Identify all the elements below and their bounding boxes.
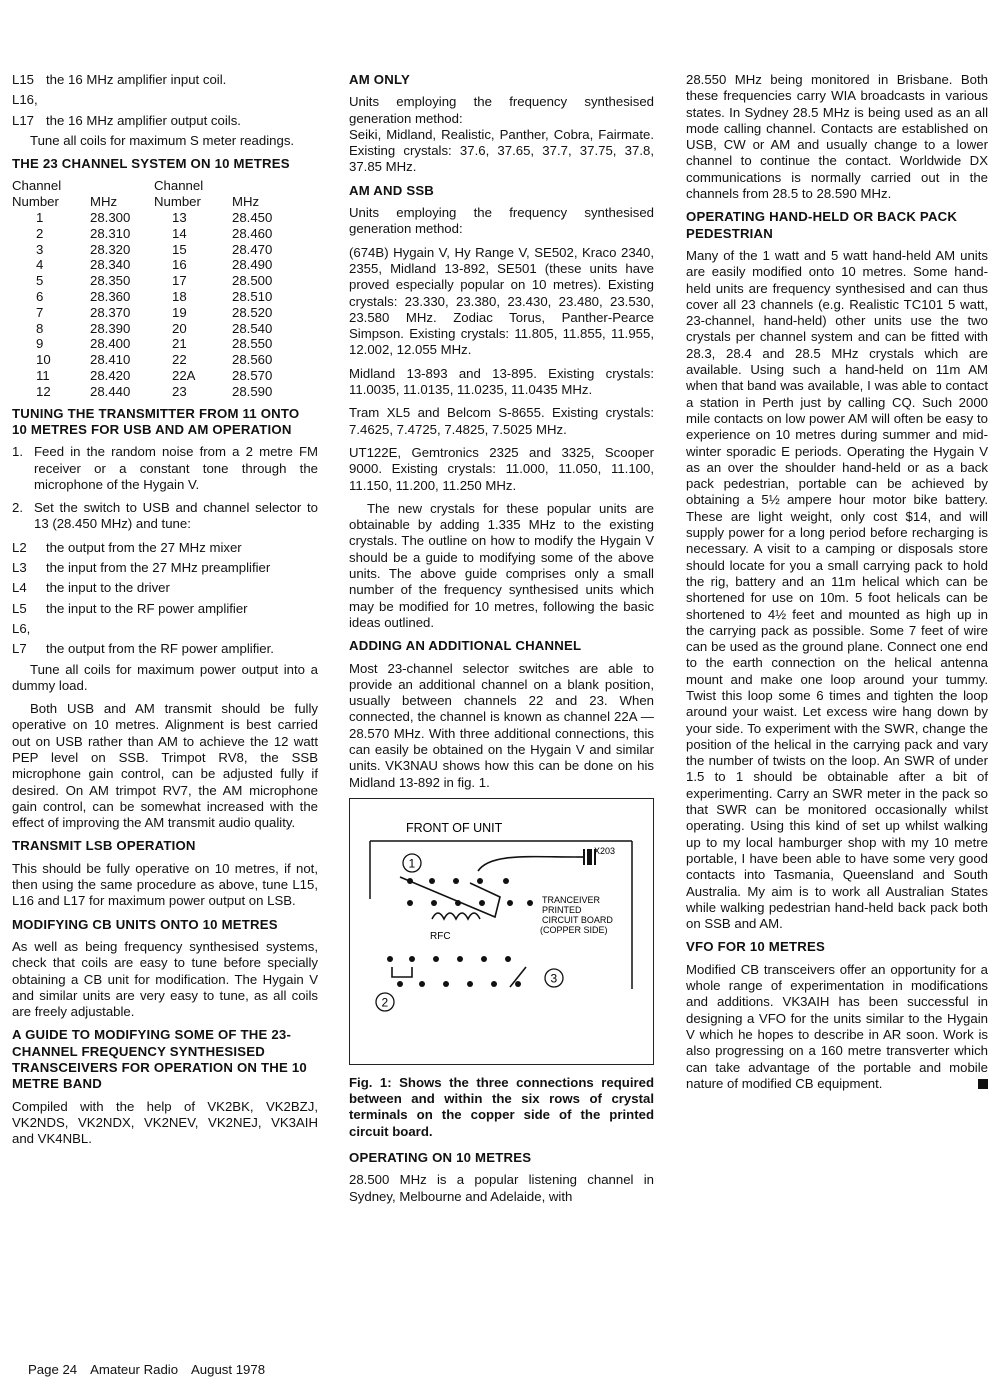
board-label-4: (COPPER SIDE) [540,924,608,935]
table-cell: 28.360 [90,289,131,305]
table-cell: 28.460 [232,225,273,241]
footer-page: Page 24 [28,1362,78,1377]
coil-id: L4 [12,580,27,596]
table-cell: 28.390 [90,320,131,336]
coil-id: L7 [12,641,27,657]
coil-item [12,540,318,556]
step-1: 1. Feed in the random noise from a 2 metre FM receiver or a constant tone through the microphone of the Hygain V. [12,444,318,492]
coil-item [12,560,318,576]
table-cell: 23 [172,383,187,399]
coil-id: L6, [12,620,31,636]
table-cell: 15 [172,241,187,257]
paragraph-tram: Tram XL5 and Belcom S-8655. Existing crystals: 7.4625, 7.4725, 7.4825, 7.5025 MHz. [349,405,654,437]
heading-tuning-transmitter: TUNING THE TRANSMITTER FROM 11 ONTO 10 METRES FOR USB AND AM OPERATION [12,405,300,437]
heading-vfo: VFO FOR 10 METRES [686,939,825,955]
paragraph-ut122e: UT122E, Gemtronics 2325 and 3325, Scooper 9000. Existing crystals: 11.000, 11.050, 11.100, 11.150, 11.200, 11.250 MHz. [349,444,654,493]
table-cell: 22A [172,368,196,384]
end-mark [978,1079,988,1089]
coil-desc: the input to the RF power amplifier [46,600,248,616]
table-cell: 28.300 [90,210,131,226]
table-cell: 28.510 [232,289,273,305]
coil-desc [46,92,318,108]
coil-item [12,92,318,108]
coil-item [12,641,318,657]
paragraph-new-crystals: The new crystals for these popular units are obtainable by adding 1.335 MHz to the existing crystals. The outline on how to modify the Hygain V should be a guide to modifying some of the above units. The above guide comprises only a small number of the frequency synthesised units which may be modified for 10 metres, following the basic ideas outlined. [349,500,654,630]
heading-hand-held: OPERATING HAND-HELD OR BACK PACK PEDESTRIAN [686,209,958,241]
table-cell: 28.410 [90,352,131,368]
coil-desc: the 16 MHz amplifier input coil. [46,72,227,87]
crystal-terminal-dots [387,878,533,987]
vfo-text: Modified CB transceivers offer an opportunity for a whole range of experimentation in modifications and additions. VK3AIH has been successful in designing a VFO for the units similar to the Hygain V which he hopes to describe in AR soon. Work is also progressing on a 160 metre transverter which can take advantage of the portable and mobile nature of modified CB equipment. [686,961,988,1091]
table-cell: 28.550 [232,336,273,352]
channel-table [12,178,272,399]
table-row [12,384,272,400]
table-cell: 9 [36,336,44,352]
coil-item [12,621,318,637]
footer-date: August 1978 [190,1362,266,1377]
table-cell: 28.570 [232,368,273,384]
figure-1-caption: Fig. 1: Shows the three connections required between and within the six rows of crystal terminals on the copper side of the printed circuit board. [349,1074,654,1139]
table-cell: 1 [36,210,44,226]
table-cell: 28.470 [232,241,273,257]
coil-desc [46,621,318,637]
heading-operating-10m: OPERATING ON 10 METRES [349,1150,532,1166]
table-cell: 28.420 [90,368,131,384]
figure-1-diagram [349,798,654,1065]
coil-id: L3 [12,560,27,576]
coil-desc: the input from the 27 MHz preamplifier [46,560,271,576]
table-cell: 22 [172,352,187,368]
coil-desc: the 16 MHz amplifier output coils. [46,112,241,128]
col-header-channel-2: Channel [154,178,204,194]
table-cell: 7 [36,304,44,320]
table-row [12,368,272,384]
paragraph-usb-am: Both USB and AM transmit should be fully operative on 10 metres. Alignment is best carried out on USB rather than AM to achieve the 12 watt PEP level on SSB. Trimpot RV8, the SSB microphone gain control, can be adjusted fully if desired. On AM trimpot RV7, the AM microphone gain control, can be somewhat increased with the effect of improving the AM transmit audio quality. [12,701,318,831]
heading-transmit-lsb: TRANSMIT LSB OPERATION [12,838,196,854]
paragraph-adding-channel: Most 23-channel selector switches are able to provide an additional channel on a blank position, usually between channels 22 and 23. When connected, the channel is known as channel 22A — 28.570 MHz. With three additional connections, this can easily be obtained on the Hygain V and similar units. VK3NAU shows how this can be done on his Midland 13-892 in fig. 1. [349,660,654,790]
table-cell: 28.310 [90,225,131,241]
table-cell: 14 [172,225,187,241]
table-cell: 17 [172,273,187,289]
table-cell: 10 [36,352,51,368]
coil-item [12,601,318,617]
x203-label: X203 [594,845,616,856]
table-cell: 3 [36,241,44,257]
coil-id: L2 [12,539,27,555]
heading-guide: A GUIDE TO MODIFYING SOME OF THE 23-CHANNEL FREQUENCY SYNTHESISED TRANSCEIVERS FOR OPERATION ON THE 10 METRE BAND [12,1027,307,1092]
table-cell: 5 [36,273,44,289]
coil-desc: the output from the 27 MHz mixer [46,539,242,555]
table-cell: 28.400 [90,336,131,352]
paragraph-hand-held: Many of the 1 watt and 5 watt hand-held AM units are easily modified onto 10 metres. Some hand-held units are frequency synthesised and can thus cover all 23 channels (e.g. Realistic TC101 5 watt, 23-channel, hand-held) other units use the two crystals per channel system and can be fitted with 28.3, 28.4 and 28.5 MHz crystals which are available. Using such a hand-held on 11m AM when that band was available, I was able to contact a station in Perth just by calling CQ. Such 2000 mile contacts on low power AM will often be easy to experience on 10 metres during summer and mid-winter sporadic E periods. Operating the Hygain V as an over the shoulder hand-held or as a back pack pedestrian, portable can be achieved by obtaining a 5½ ampere hour motor bike battery. These are light weight, only cost $14, and will supply power for a long period before recharging is necessary. A visit to a camping or disposals store should locate for you a small carrying pack to hold the rig, battery and an 11m helical which can be shortened for use on 10m. 5 foot helicals can be shortened to 4½ feet and mounted as high up in the carrying pack as possible. Some 7 feet of wire can be used as the ground plane. Connect one end to the earth connection on the helical antenna mount and make one loop around your tummy. Twist this loop some 6 times and tighten the loop around your waist. Let excess wire hang down by your side. To experiment with the SWR, change the position of the helical in the carrying pack and vary the number of twists on the loop. An SWR of under 1.5 to 1 should be obtainable after a bit of experimenting. Carry an SWR meter in the pack so that SWR can be monitored occasionally whilst operating. Using this kind of set up whilst walking up to my local hamburger shop with my 10 metre portable, I have been able to have some very good contacts into Tasmania, Queensland and South Australia. My aim is to work all Australian States while walking pedestrian hand-held back pack both on SSB and AM. [686,247,988,932]
col-header-number-2: Number [154,194,201,210]
table-cell: 21 [172,336,187,352]
table-cell: 28.440 [90,383,131,399]
table-row [12,257,272,273]
paragraph-modifying-cb: As well as being frequency synthesised systems, check that coils are easy to tune before specially obtaining a CB unit for modification. The Hygain V and similar units are very easy to tune, as all coils are freely adjustable. [12,938,318,1020]
table-cell: 28.340 [90,257,131,273]
table-cell: 2 [36,225,44,241]
table-cell: 8 [36,320,44,336]
paragraph-guide: Compiled with the help of VK2BK, VK2BZJ, VK2NDS, VK2NDX, VK2NEV, VK2NEJ, VK3AIH and VK4NBL. [12,1098,318,1147]
table-row [12,210,272,226]
coil-list-receiver [12,72,318,129]
board-label-1: TRANCEIVER [542,894,601,905]
coil-id: L16, [12,92,38,108]
paragraph-am-method: Units employing the frequency synthesised generation method: [349,94,654,126]
heading-modifying-cb: MODIFYING CB UNITS ONTO 10 METRES [12,916,278,932]
paragraph-midland: Midland 13-893 and 13-895. Existing crystals: 11.0035, 11.0135, 11.0235, 11.0435 MHz. [349,365,654,398]
footer-magazine: Amateur Radio [90,1362,179,1377]
board-label-2: PRINTED [542,904,582,915]
table-cell: 28.450 [232,210,273,226]
table-cell: 4 [36,257,44,273]
table-cell: 28.560 [232,352,273,368]
col-header-mhz: MHz [90,194,118,210]
table-row [12,226,272,242]
table-cell: 19 [172,304,187,320]
column-1 [12,72,318,1155]
table-cell: 28.490 [232,257,273,273]
heading-am-ssb: AM AND SSB [349,182,435,198]
paragraph-am-ssb-method: Units employing the frequency synthesised generation method: [349,205,654,237]
table-cell: 28.350 [90,273,131,289]
marker-2-label: 2 [381,995,389,1010]
heading-am-only: AM ONLY [349,72,410,87]
table-row [12,273,272,289]
column-2 [349,72,654,1212]
table-cell: 6 [36,289,44,305]
coil-id: L15 [12,72,35,87]
table-row [12,242,272,258]
front-of-unit-label: FRONT OF UNIT [406,820,503,835]
table-cell: 16 [172,257,187,273]
page-footer [28,1362,275,1377]
coil-desc: the input to the driver [46,580,170,596]
crystal-x203-symbol [576,849,595,865]
table-cell: 12 [36,383,51,399]
col-header-mhz-2: MHz [232,194,260,210]
table-row [12,336,272,352]
table-cell: 28.320 [90,241,131,257]
table-cell: 28.590 [232,383,273,399]
coil-id: L17 [12,112,35,128]
paragraph-tune-coils: Tune all coils for maximum S meter readings. [30,132,295,148]
step-2: 2. Set the switch to USB and channel selector to 13 (28.450 MHz) and tune: [12,500,318,532]
paragraph-am-units: Seiki, Midland, Realistic, Panther, Cobra, Fairmate. Existing crystals: 37.6, 37.65, 37.7, 37.75, 37.8, 37.85 MHz. [349,126,654,175]
table-cell: 28.540 [232,320,273,336]
rfc-label: RFC [430,930,451,942]
table-row [12,321,272,337]
paragraph-brisbane: 28.550 MHz being monitored in Brisbane. Both these frequencies carry WIA broadcasts in various states. In Sydney 28.5 MHz is being used as an all mode calling channel. Contacts are established on USB, CW or AM and usually change to a lower channel to continue the contact. Worldwide DX communications is normally carried out in the channels from 28.5 to 28.590 MHz. [686,72,988,202]
coil-desc: the output from the RF power amplifier. [46,641,274,657]
heading-adding-channel: ADDING AN ADDITIONAL CHANNEL [349,638,582,654]
circuit-board-diagram [350,799,652,1064]
marker-1-label: 1 [408,856,416,871]
table-row [12,352,272,368]
paragraph-tune-power: Tune all coils for maximum power output into a dummy load. [12,661,318,693]
table-row [12,305,272,321]
coil-item [12,580,318,596]
paragraph-operating-10m: 28.500 MHz is a popular listening channel in Sydney, Melbourne and Adelaide, with [349,1172,654,1204]
table-cell: 18 [172,289,187,305]
coil-list-transmitter [12,540,318,658]
col-header-channel: Channel [12,178,62,194]
board-label-3: CIRCUIT BOARD [542,914,613,925]
table-cell: 28.520 [232,304,273,320]
column-3 [686,72,988,1099]
paragraph-am-ssb-units: (674B) Hygain V, Hy Range V, SE502, Kraco 2340, 2355, Midland 13-892, SE501 (these units have proved especially popular on 10 metres). Existing crystals: 23.330, 23.380, 23.430, 23.480, 23.530, 23.580 MHz. Zodiac Torus, Panther-Pearce Simpson. Existing crystals: 11.805, 11.855, 11.955, 12.002, 12.055 MHz. [349,244,654,358]
table-cell: 11 [36,368,50,384]
table-cell: 20 [172,320,187,336]
coil-item [12,113,318,129]
coil-id: L5 [12,600,27,616]
col-header-number: Number [12,194,59,210]
table-row [12,289,272,305]
table-cell: 28.370 [90,304,131,320]
table-cell: 28.500 [232,273,273,289]
table-cell: 13 [172,210,187,226]
paragraph-lsb: This should be fully operative on 10 metres, if not, then using the same procedure as above, tune L15, L16 and L17 for maximum power output on LSB. [12,860,318,909]
heading-23-channel-system: THE 23 CHANNEL SYSTEM ON 10 METRES [12,156,290,172]
coil-item [12,72,318,88]
paragraph-vfo [686,962,988,1092]
marker-3-label: 3 [550,971,558,986]
